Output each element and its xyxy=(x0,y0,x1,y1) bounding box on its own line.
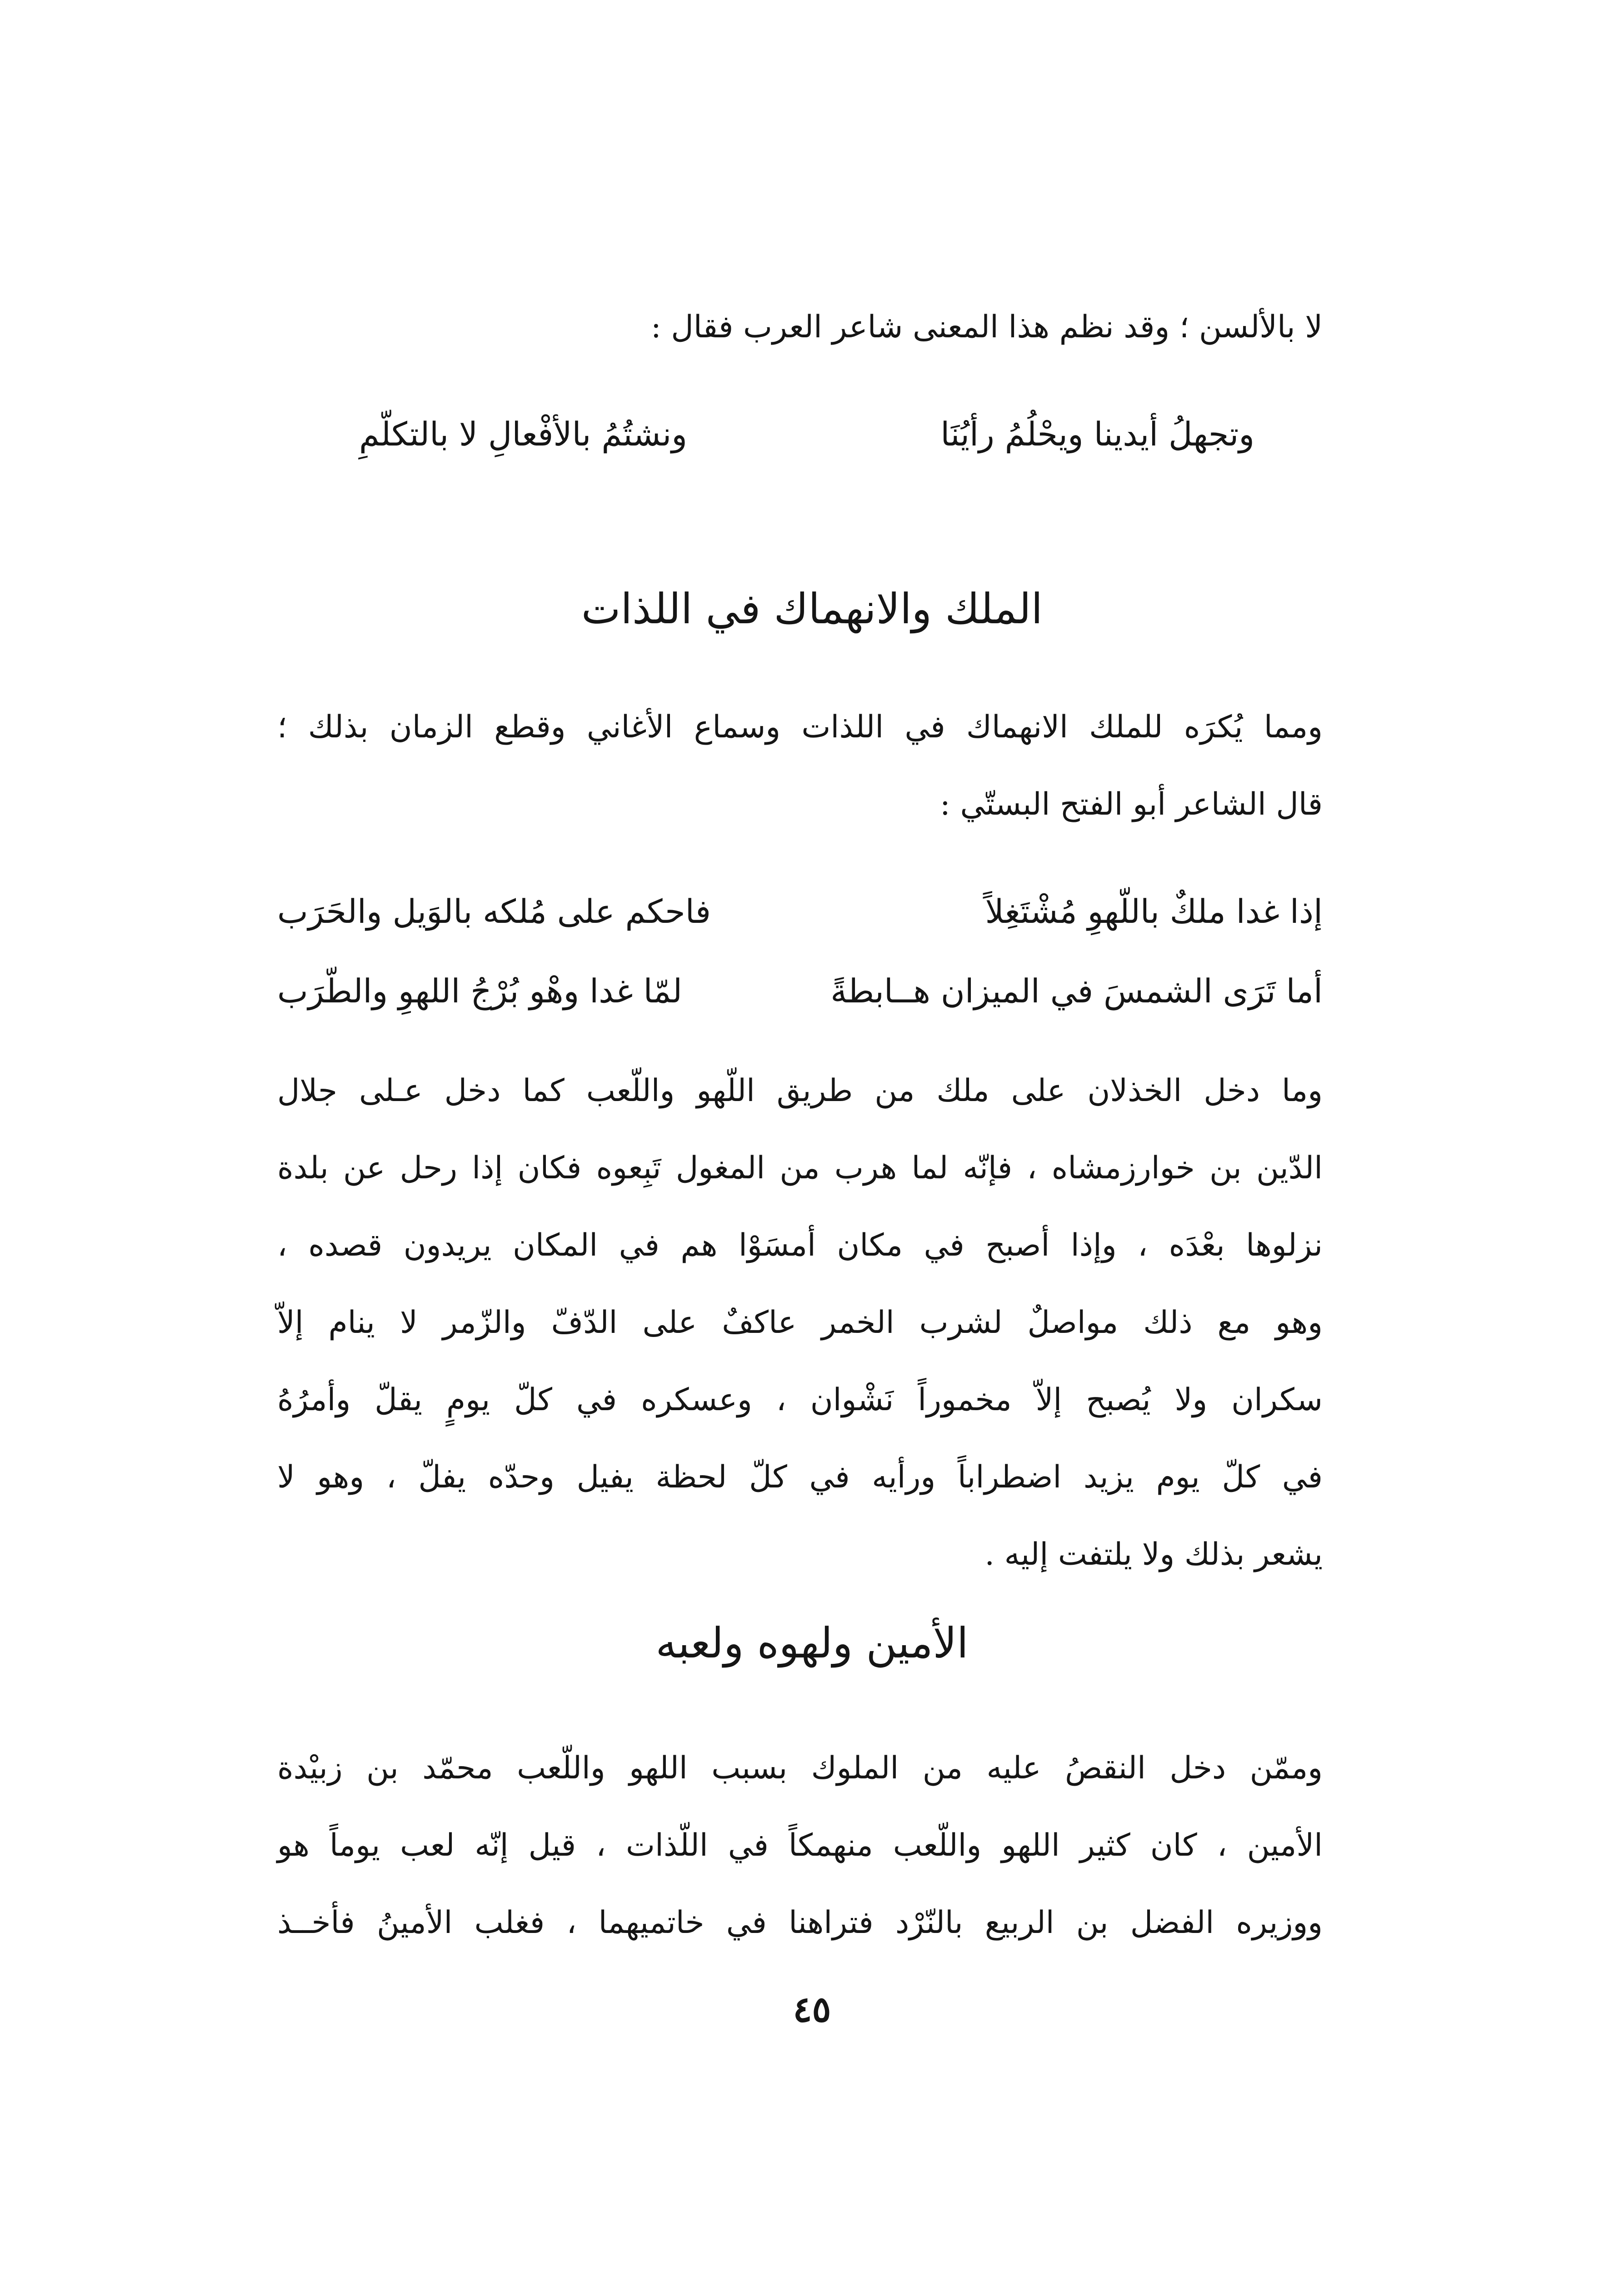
verse-hemistich-first: أما تَرَى الشمسَ في الميزان هــابطةً xyxy=(830,972,1323,1010)
verse-hemistich-second: ونشتُمُ بالأفْعالِ لا بالتكلّمِ xyxy=(359,415,688,453)
section-heading: الأمين ولهوه ولعبه xyxy=(655,1619,969,1667)
text-line: يشعر بذلك ولا يلتفت إليه . xyxy=(984,1537,1323,1572)
text-line: الأمين ، كان كثير اللهو واللّعب منهمكاً في اللّذات ، قيل إنّه لعب يوماً هو xyxy=(277,1827,1323,1863)
text-line: لا بالألسن ؛ وقد نظم هذا المعنى شاعر العرب فقال : xyxy=(650,309,1323,345)
text-line: نزلوها بعْدَه ، وإذا أصبح في مكان أمسَوْا هم في المكان يريدون قصده ، xyxy=(277,1227,1323,1263)
verse-hemistich-second: لمّا غدا وهْو بُرْجُ اللهوِ والطّرَب xyxy=(277,972,682,1010)
text-line: قال الشاعر أبو الفتح البستّي : xyxy=(939,786,1323,822)
verse-hemistich-first: إذا غدا ملكٌ باللّهوِ مُشْتَغِلاً xyxy=(985,892,1323,931)
text-line: ووزيره الفضل بن الربيع بالنّرْد فتراهنا في خاتميهما ، فغلب الأمينُ فأخــذ xyxy=(277,1905,1323,1941)
page-number: ٤٥ xyxy=(793,1989,831,2030)
text-line: سكران ولا يُصبح إلاّ مخموراً نَشْوان ، وعسكره في كلّ يومٍ يقلّ وأمرُهُ xyxy=(277,1382,1323,1418)
verse-hemistich-second: فاحكم على مُلكه بالوَيل والحَرَب xyxy=(277,892,711,931)
text-line: وما دخل الخذلان على ملك من طريق اللّهو واللّعب كما دخل عـلى جلال xyxy=(277,1073,1323,1109)
text-line: وممّن دخل النقصُ عليه من الملوك بسبب اللهو واللّعب محمّد بن زبيْدة xyxy=(277,1750,1323,1786)
text-line: في كلّ يوم يزيد اضطراباً ورأيه في كلّ لحظة يفيل وحدّه يفلّ ، وهو لا xyxy=(277,1459,1323,1495)
section-heading: الملك والانهماك في اللذات xyxy=(581,585,1043,633)
text-line: ومما يُكرَه للملك الانهماك في اللذات وسماع الأغاني وقطع الزمان بذلك ؛ xyxy=(277,709,1323,745)
text-line: وهو مع ذلك مواصلٌ لشرب الخمر عاكفٌ على الدّفّ والزّمر لا ينام إلاّ xyxy=(277,1305,1323,1341)
verse-hemistich-first: وتجهلُ أيدينا ويحْلُمُ رأيُنَا xyxy=(940,415,1254,453)
text-line: الدّين بن خوارزمشاه ، فإنّه لما هرب من المغول تَبِعوه فكان إذا رحل عن بلدة xyxy=(277,1150,1323,1186)
